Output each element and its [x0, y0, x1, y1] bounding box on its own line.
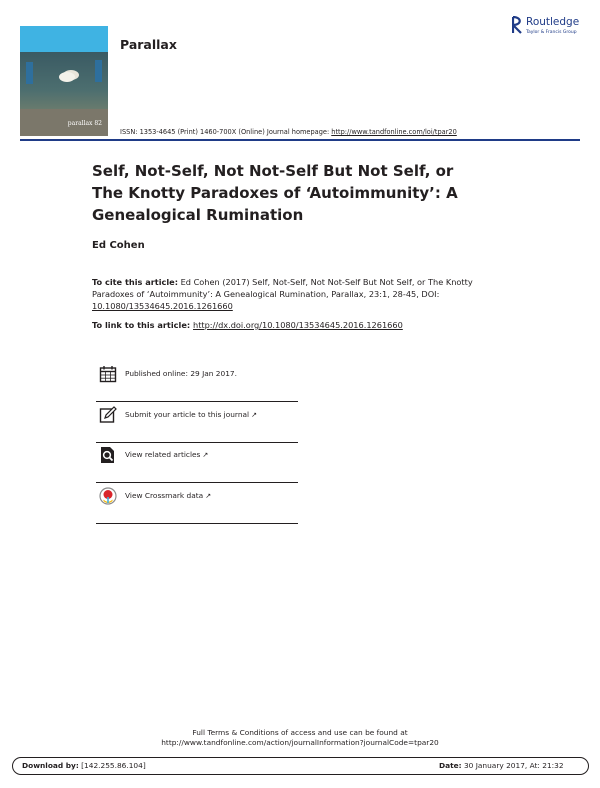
article-title-line: The Knotty Paradoxes of ‘Autoimmunity’: A	[92, 184, 458, 202]
crossmark-link[interactable]: View Crossmark data ↗	[125, 491, 212, 500]
publisher-tagline: Taylor & Francis Group	[526, 30, 577, 35]
journal-cover	[20, 26, 108, 136]
citation-text: Ed Cohen (2017) Self, Not-Self, Not Not-Self But Not Self, or The Knotty Paradoxes of ‘Autoimmunity’: A Genealogical Rumination, Parallax, 23:1, 28-45, DOI:	[92, 277, 473, 299]
journal-name: Parallax	[120, 37, 177, 52]
download-date-label: Date:	[439, 761, 462, 770]
article-title	[92, 160, 522, 226]
downloaded-by-label: Download by:	[22, 761, 79, 770]
related-articles-link[interactable]: View related articles ↗	[125, 450, 209, 459]
routledge-logo-icon	[512, 16, 523, 34]
cover-cloud-image	[59, 72, 75, 82]
article-title-line: Self, Not-Self, Not Not-Self But Not Self, or	[92, 162, 454, 180]
article-author: Ed Cohen	[92, 240, 145, 251]
downloaded-by-value: [142.255.86.104]	[78, 761, 146, 770]
citation-block	[92, 276, 492, 312]
citation-doi-link[interactable]: 10.1080/13534645.2016.1261660	[92, 301, 233, 311]
calendar-icon	[99, 365, 117, 383]
terms-url[interactable]: http://www.tandfonline.com/action/journalInformation?journalCode=tpar20	[161, 738, 439, 747]
related-articles-item[interactable]	[96, 444, 298, 483]
crossmark-icon	[99, 487, 117, 505]
cover-label: parallax 82	[67, 120, 102, 127]
journal-homepage-link[interactable]: http://www.tandfonline.com/loi/tpar20	[331, 128, 457, 136]
article-title-line: Genealogical Rumination	[92, 206, 304, 224]
citation-label: To cite this article:	[92, 277, 178, 287]
external-link-icon: ↗	[205, 492, 212, 500]
article-link-line	[92, 320, 492, 330]
issn-line	[120, 128, 457, 136]
terms-notice	[0, 728, 600, 748]
article-link-label: To link to this article:	[92, 320, 193, 330]
issn-text: ISSN: 1353-4645 (Print) 1460-700X (Online) Journal homepage:	[120, 128, 332, 136]
external-link-icon: ↗	[251, 411, 257, 419]
published-online-item	[96, 363, 298, 402]
crossmark-item[interactable]	[96, 485, 298, 524]
published-online-text: Published online: 29 Jan 2017.	[125, 369, 237, 378]
submit-article-link[interactable]: Submit your article to this journal ↗	[125, 410, 257, 419]
download-date-value: 30 January 2017, At: 21:32	[461, 761, 564, 770]
search-document-icon	[99, 446, 117, 464]
download-date	[439, 761, 564, 770]
header-divider	[20, 139, 580, 141]
external-link-icon: ↗	[202, 451, 209, 459]
article-link-url[interactable]: http://dx.doi.org/10.1080/13534645.2016.1261660	[193, 320, 403, 330]
publisher-name: Routledge	[526, 16, 580, 28]
submit-article-item[interactable]	[96, 404, 298, 443]
downloaded-by	[22, 761, 146, 770]
terms-line: Full Terms & Conditions of access and use can be found at	[192, 728, 408, 737]
edit-icon	[99, 406, 117, 424]
